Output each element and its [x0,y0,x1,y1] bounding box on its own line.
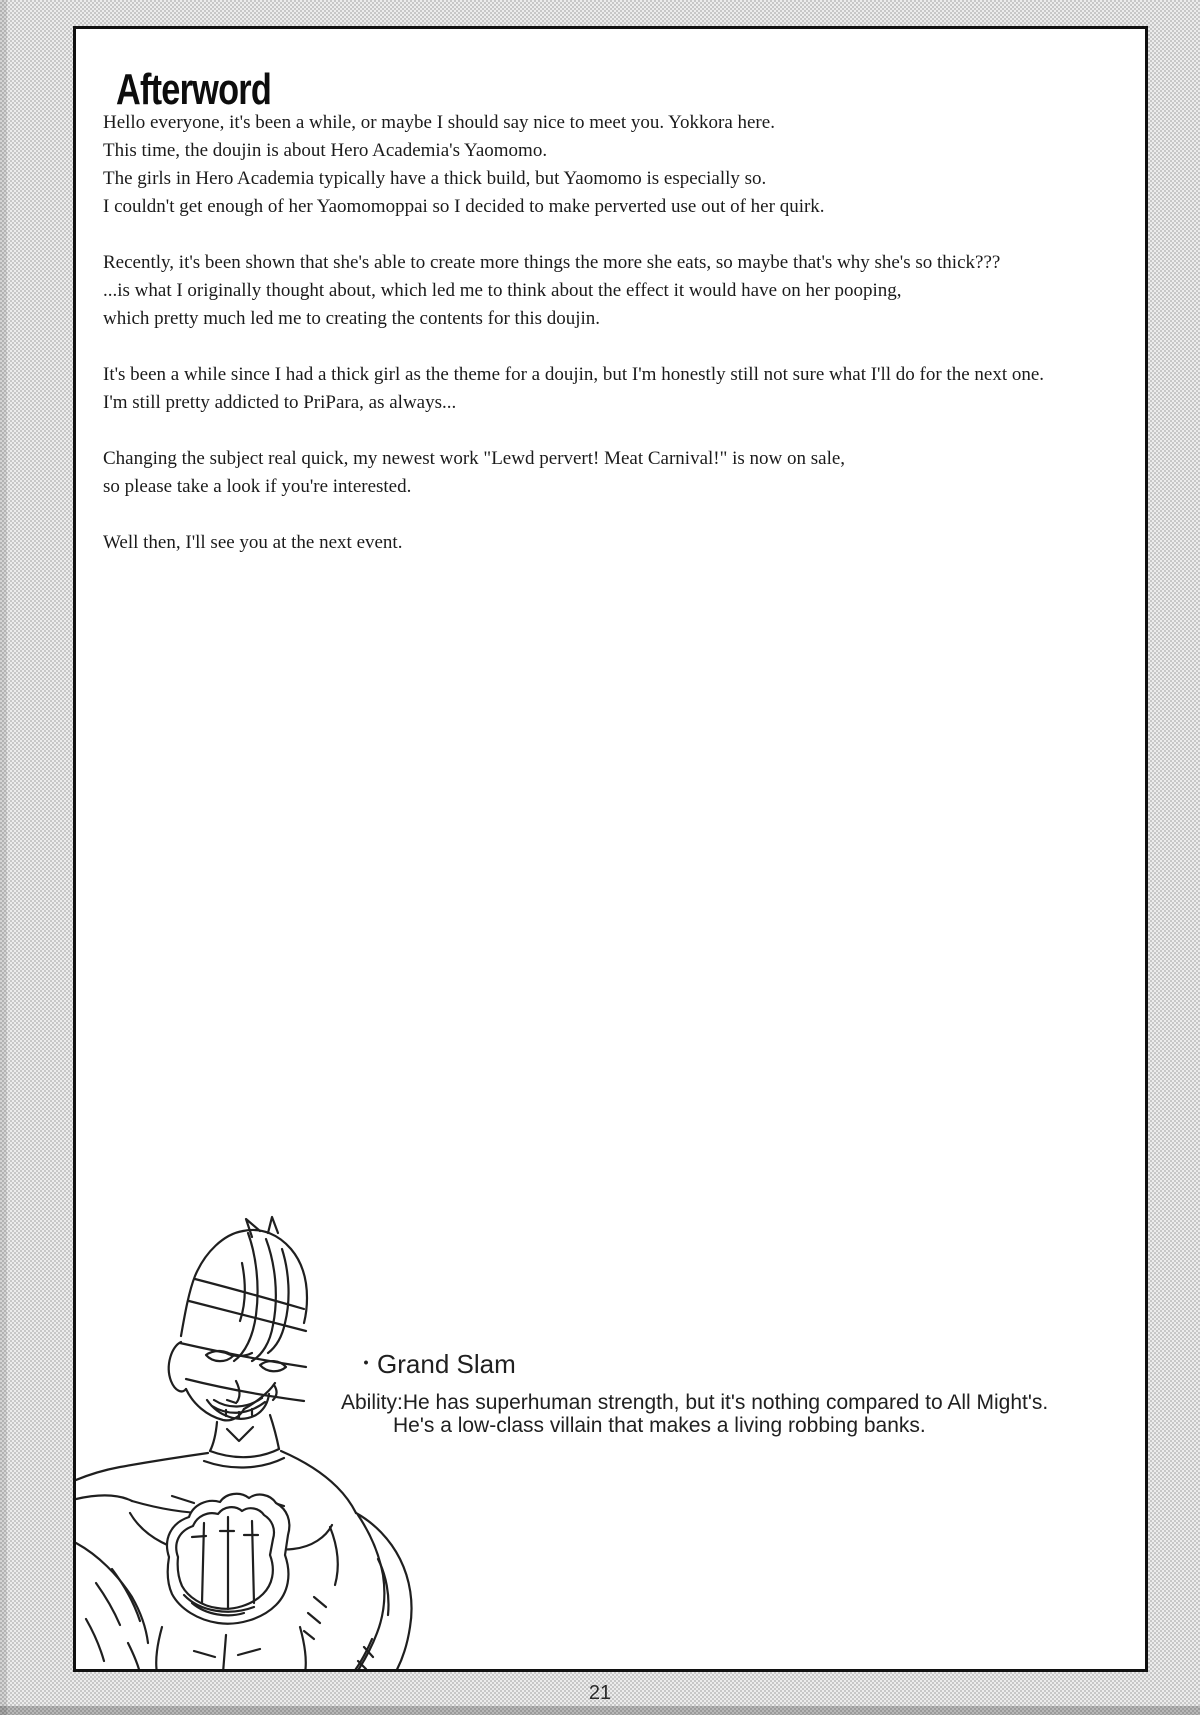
fist-knuckleduster-group [167,1494,289,1624]
text-line: Hello everyone, it's been a while, or maybe I should say nice to meet you. Yokkora here. [103,112,775,133]
text-line: I'm still pretty addicted to PriPara, as always... [103,392,457,413]
afterword-text [103,109,1044,557]
character-ability-line-1: Ability:He has superhuman strength, but it's nothing compared to All Might's. [341,1391,1049,1414]
character-name-label: Grand Slam [377,1349,516,1379]
text-line: The girls in Hero Academia typically have a thick build, but Yaomomo is especially so. [103,168,767,189]
text-line: This time, the doujin is about Hero Academia's Yaomomo. [103,140,548,161]
text-line: It's been a while since I had a thick girl as the theme for a doujin, but I'm honestly still not sure what I'll do for the next one. [103,364,1045,385]
paragraph [103,445,1044,501]
page-frame [73,26,1148,1672]
text-line: which pretty much led me to creating the contents for this doujin. [103,308,601,329]
character-name [355,1347,516,1380]
text-line: Well then, I'll see you at the next event. [103,532,403,553]
text-line: so please take a look if you're interested. [103,476,412,497]
text-line: I couldn't get enough of her Yaomomoppai so I decided to make perverted use out of her quirk. [103,196,825,217]
head-group [169,1217,307,1441]
paragraph [103,529,1044,557]
paragraph [103,361,1044,417]
scan-bottom-edge-shadow [0,1706,1200,1715]
text-line: Recently, it's been shown that she's able to create more things the more she eats, so maybe that's why she's so thick??? [103,252,1001,273]
paragraph [103,109,1044,221]
paragraph [103,249,1044,333]
character-illustration [76,1203,436,1672]
scan-left-edge-shadow [0,0,7,1715]
text-line: ...is what I originally thought about, which led me to think about the effect it would have on her pooping, [103,280,902,301]
text-line: Changing the subject real quick, my newest work "Lewd pervert! Meat Carnival!" is now on sale, [103,448,846,469]
character-ability-line-2: He's a low-class villain that makes a living robbing banks. [393,1414,926,1437]
page-number: 21 [588,1682,612,1704]
bullet-dot: ・ [355,1351,378,1376]
page-title: Afterword [116,65,272,114]
